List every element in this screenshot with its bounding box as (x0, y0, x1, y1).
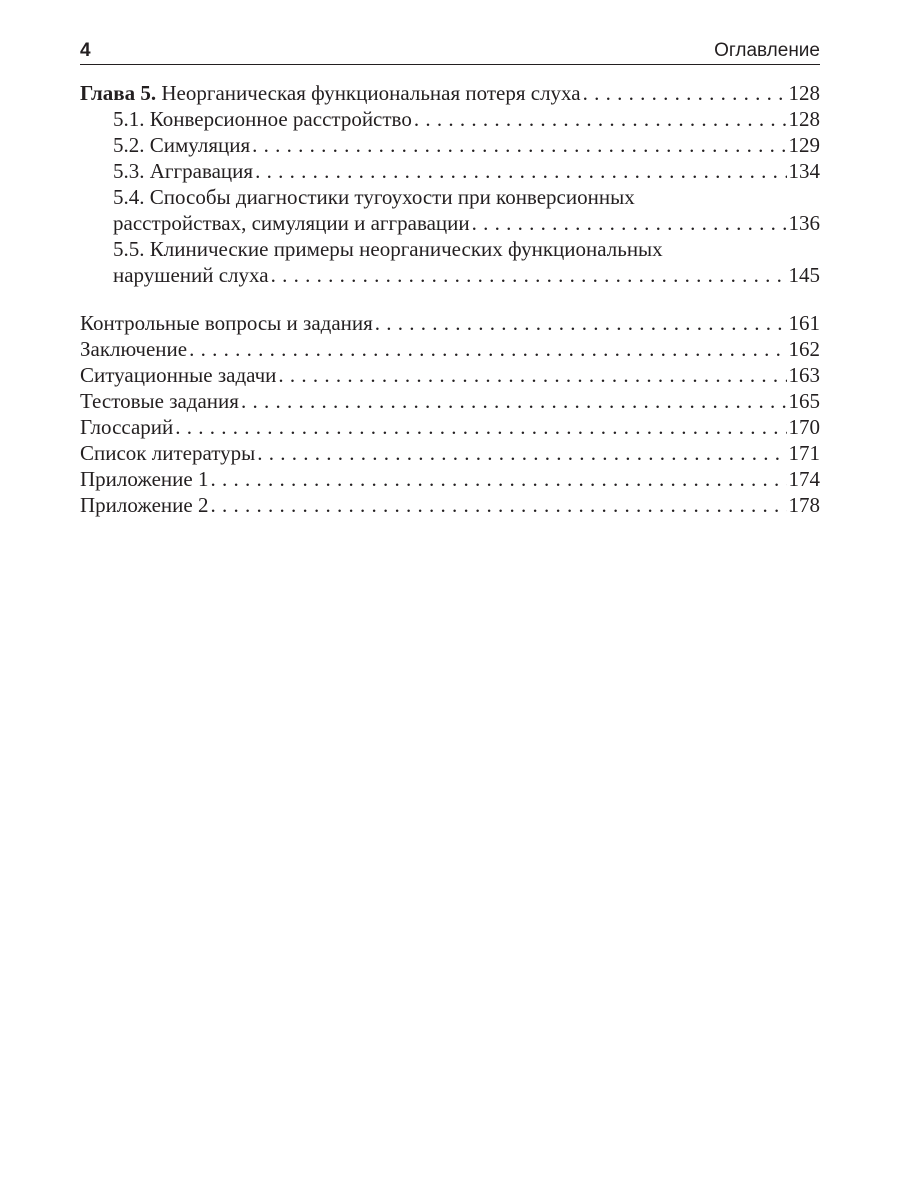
page-ref: 178 (788, 493, 820, 517)
page-ref: 129 (788, 133, 820, 157)
running-header (80, 38, 820, 65)
toc-entry-appendix-2[interactable] (80, 492, 820, 518)
toc-entry-section-5-5[interactable] (80, 236, 820, 288)
dot-leader (472, 210, 787, 236)
dot-leader (241, 388, 787, 414)
toc-entry-section-5-1[interactable] (80, 106, 820, 132)
dot-leader (375, 310, 787, 336)
chapter-prefix: Глава 5. (80, 81, 157, 105)
page-ref: 136 (788, 211, 820, 235)
section-title: 5.3. Аггравация (113, 159, 254, 183)
entry-title: Приложение 2 (80, 493, 209, 517)
page-ref: 128 (788, 81, 820, 105)
dot-leader (278, 362, 786, 388)
toc-entry-case-problems[interactable] (80, 362, 820, 388)
page-ref: 162 (788, 337, 820, 361)
page-ref: 128 (788, 107, 820, 131)
toc-entry-review-questions[interactable] (80, 310, 820, 336)
dot-leader (583, 80, 787, 106)
dot-leader (210, 492, 786, 518)
entry-title: Контрольные вопросы и задания (80, 311, 373, 335)
toc-entry-section-5-2[interactable] (80, 132, 820, 158)
page-ref: 134 (788, 159, 820, 183)
page-ref: 163 (788, 363, 820, 387)
dot-leader (257, 440, 786, 466)
page-ref: 174 (788, 467, 820, 491)
dot-leader (255, 158, 786, 184)
page-ref: 170 (788, 415, 820, 439)
toc-entry-chapter-5[interactable] (80, 80, 820, 106)
toc-entry-tests[interactable] (80, 388, 820, 414)
page-ref: 161 (788, 311, 820, 335)
section-title-line-1: 5.5. Клинические примеры неорганических функциональных (113, 237, 663, 261)
dot-leader (414, 106, 787, 132)
entry-title: Заключение (80, 337, 188, 361)
page-number: 4 (80, 40, 91, 61)
dot-leader (210, 466, 786, 492)
page-ref: 165 (788, 389, 820, 413)
section-title: 5.1. Конверсионное расстройство (113, 107, 412, 131)
entry-title: Список литературы (80, 441, 256, 465)
toc-entry-section-5-4[interactable] (80, 184, 820, 236)
toc-entry-section-5-3[interactable] (80, 158, 820, 184)
dot-leader (175, 414, 786, 440)
table-of-contents (80, 80, 820, 518)
section-title: 5.2. Симуляция (113, 133, 251, 157)
chapter-title: Неорганическая функциональная потеря слуха (161, 81, 581, 105)
section-title-line-1: 5.4. Способы диагностики тугоухости при конверсионных (113, 185, 635, 209)
entry-title: Глоссарий (80, 415, 174, 439)
dot-leader (271, 262, 787, 288)
running-title: Оглавление (714, 40, 820, 61)
section-title-line-2: расстройствах, симуляции и аггравации (113, 211, 470, 235)
dot-leader (252, 132, 786, 158)
toc-entry-appendix-1[interactable] (80, 466, 820, 492)
entry-title: Тестовые задания (80, 389, 239, 413)
toc-entry-conclusion[interactable] (80, 336, 820, 362)
entry-title: Приложение 1 (80, 467, 209, 491)
section-title-line-2: нарушений слуха (113, 263, 269, 287)
toc-entry-glossary[interactable] (80, 414, 820, 440)
entry-title: Ситуационные задачи (80, 363, 277, 387)
page-ref: 145 (788, 263, 820, 287)
page-ref: 171 (788, 441, 820, 465)
toc-entry-references[interactable] (80, 440, 820, 466)
dot-leader (189, 336, 786, 362)
